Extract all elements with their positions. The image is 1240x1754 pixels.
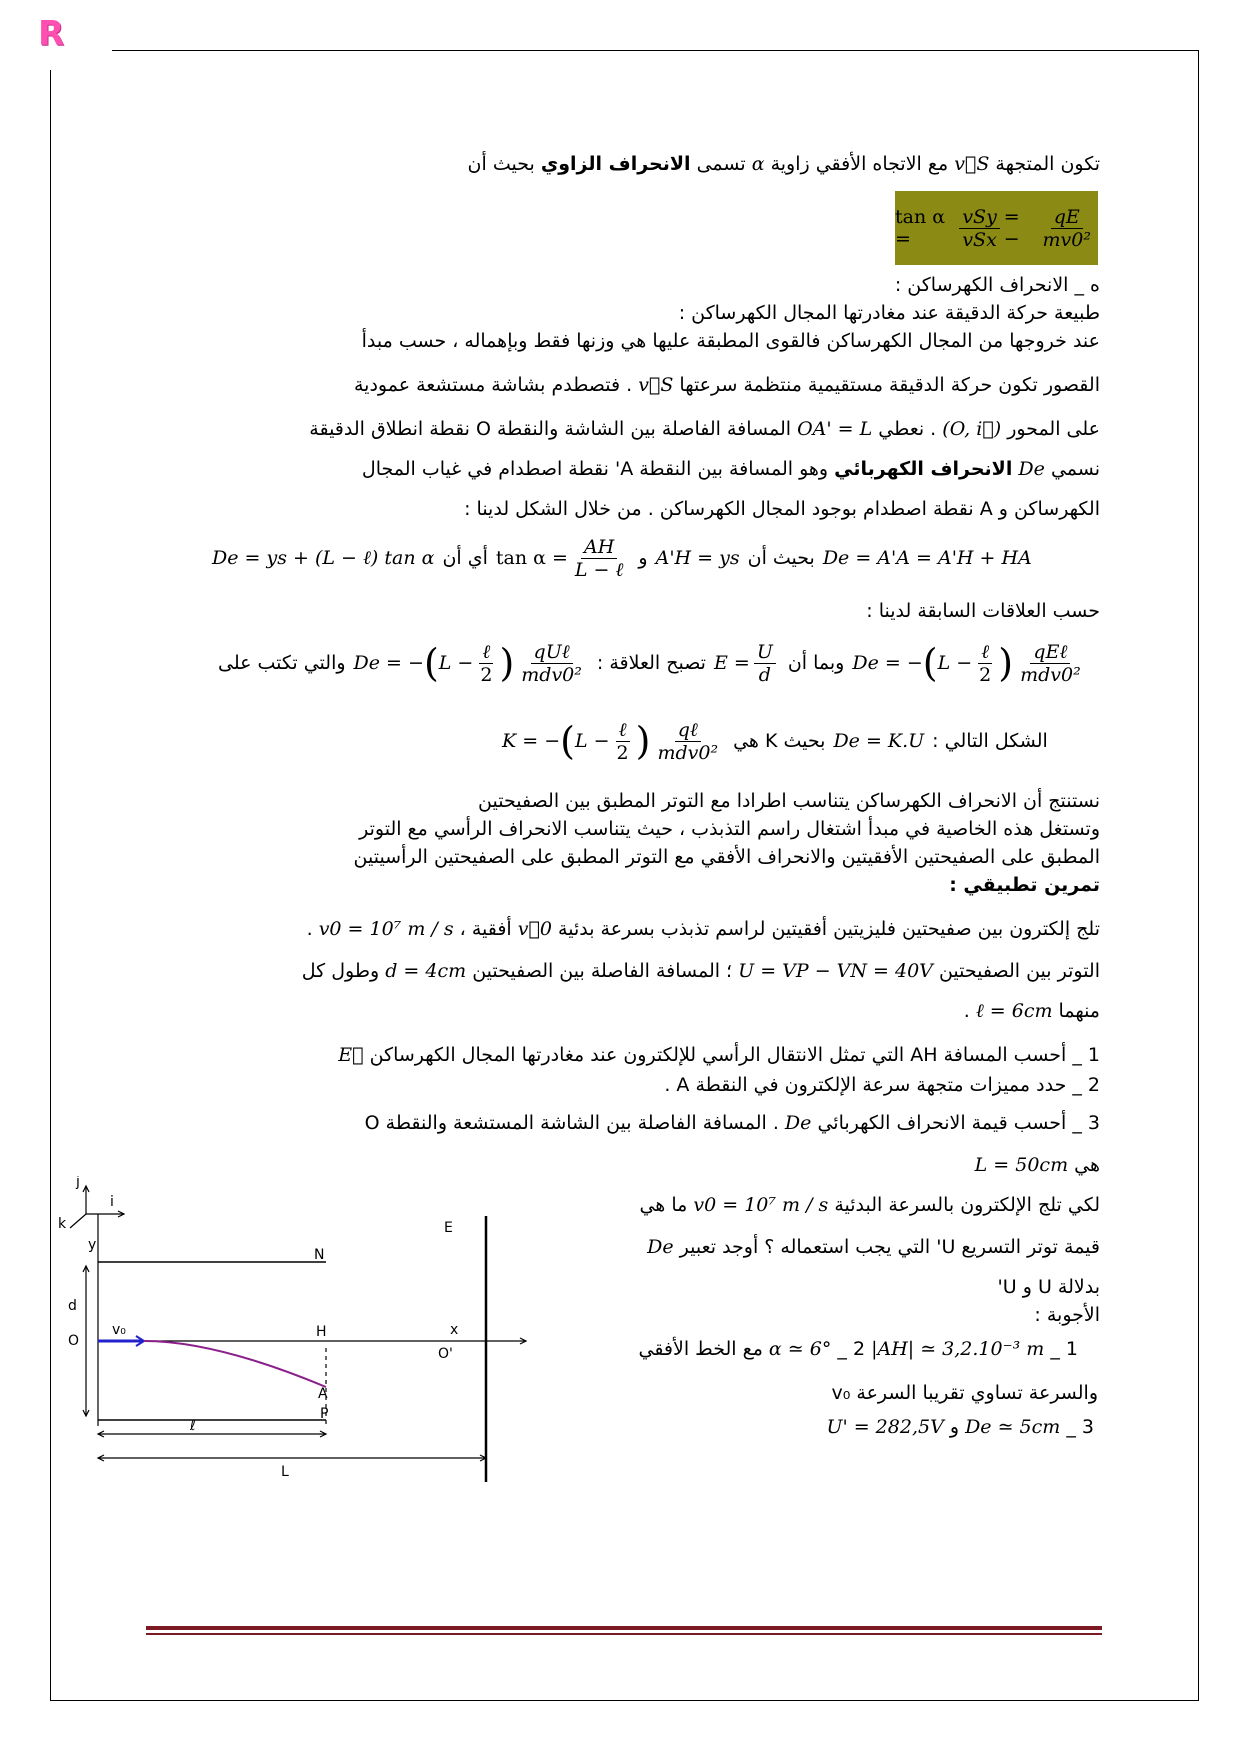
electron-trajectory — [144, 1341, 326, 1387]
section-heading: ه _ الانحراف الكهرساكن : — [894, 274, 1100, 296]
oscilloscope-deflection-diagram — [56, 1176, 556, 1496]
label-i: i — [110, 1194, 114, 1210]
label-l: ℓ — [190, 1418, 196, 1434]
text-line: هي L = 50cm — [974, 1154, 1100, 1176]
text-line: الكهرساكن و A نقطة اصطدام بوجود المجال الكهرساكن . من خلال الشكل لدينا : — [464, 498, 1100, 520]
sub-heading: طبيعة حركة الدقيقة عند مغادرتها المجال الكهرساكن : — [678, 302, 1100, 324]
text-line: منهما ℓ = 6cm . — [963, 1000, 1100, 1022]
text-line: لكي تلج الإلكترون بالسرعة البدئية v0 = 10⁷ m / s ما هي — [639, 1194, 1100, 1216]
tan-alpha-formula-box: tan α = $\frac{\text{vSy}}{\text{vSx}}$ = − $\frac{qE}{\text{mv0²}}$ — [895, 191, 1098, 265]
text-line: على المحور (O, i⃗) . نعطي OA' = L المسافة الفاصلة بين الشاشة والنقطة O نقطة انطلاق الدقيقة — [309, 418, 1100, 440]
label-h: H — [316, 1324, 327, 1340]
text-line-angle-deviation: تكون المتجهة v⃗S مع الاتجاه الأفقي زاوية α تسمى الانحراف الزاوي بحيث أن — [467, 153, 1100, 175]
label-p: P — [320, 1406, 329, 1422]
question-3: 3 _ أحسب قيمة الانحراف الكهربائي De . المسافة الفاصلة بين الشاشة المستشعة والنقطة O — [364, 1112, 1100, 1134]
frame-top-line — [112, 50, 1198, 51]
label-k: k — [58, 1216, 67, 1232]
text-line: قيمة توتر التسريع U' التي يجب استعماله ؟ أوجد تعبير De — [647, 1236, 1100, 1258]
logo-mark: R — [38, 14, 65, 54]
text-line: وتستغل هذه الخاصية في مبدأ اشتغال راسم التذبذب ، حيث يتناسب الانحراف الرأسي مع التوتر — [359, 818, 1100, 840]
text-line: نستنتج أن الانحراف الكهرساكن يتناسب اطرادا مع التوتر المطبق بين الصفيحتين — [478, 790, 1100, 812]
frame-bottom-line — [50, 1700, 1199, 1701]
equation-deviation-2: والتي تكتب على De = − ( L − $\frac{\text{ℓ}}{2}$ ) $\frac{\text{qUℓ}}{\text{mdv0²}}$ تصبح العلاقة : E = $\frac{U}{d}$ وبما أن De = − ( L − $\frac{\text{ℓ}}{2}$ ) $\frac{\text{qEℓ}}{\text{mdv0²}}$ — [218, 640, 1081, 686]
label-a: A — [318, 1386, 328, 1402]
footer-bar — [146, 1626, 1102, 1635]
text-line: حسب العلاقات السابقة لدينا : — [866, 600, 1100, 622]
text-line: نسمي De الانحراف الكهربائي وهو المسافة بين النقطة A' نقطة اصطدام في غياب المجال — [361, 458, 1100, 480]
answer-3: 3 _ De ≃ 5cm و U' = 282,5V — [826, 1416, 1094, 1438]
equation-k-constant: K = − ( L − $\frac{\text{ℓ}}{2}$ ) $\frac{\text{qℓ}}{\text{mdv0²}}$ بحيث K هي De = K.U الشكل التالي : — [502, 718, 1048, 764]
label-v0: v₀ — [112, 1322, 126, 1338]
equation-deviation-1: De = ys + (L − ℓ) tan α أي أن tan α = $\frac{AH}{\text{L − ℓ}}$ و A'H = ys بحيث أن De = A'A = A'H + HA — [212, 535, 1032, 581]
label-n: N — [314, 1247, 325, 1263]
label-big-l: L — [281, 1464, 289, 1480]
text-line: التوتر بين الصفيحتين U = VP − VN = 40V ؛ المسافة الفاصلة بين الصفيحتين d = 4cm وطول كل — [301, 960, 1100, 982]
label-o: O — [68, 1333, 80, 1349]
label-y: y — [88, 1237, 97, 1253]
label-o-prime: O' — [438, 1346, 453, 1362]
text-line: بدلالة U و U' — [997, 1276, 1100, 1298]
text-line: تلج إلكترون بين صفيحتين فليزيتين أفقيتين لراسم تذبذب بسرعة بدئية v⃗0 أفقية ، v0 = 10⁷ m / s . — [306, 918, 1100, 940]
label-d: d — [68, 1298, 77, 1314]
text-line: عند خروجها من المجال الكهرساكن فالقوى المطبقة عليها هي وزنها فقط وبإهماله ، حسب مبدأ — [361, 330, 1100, 352]
unit-vector-k-line — [70, 1214, 86, 1228]
frame-left-line — [50, 70, 51, 1700]
answer-1-2: 1 _ |AH| ≃ 3,2.10⁻³ m 2 _ α ≃ 6° مع الخط الأفقي — [638, 1338, 1078, 1360]
label-x: x — [450, 1322, 459, 1338]
text-line: المطبق على الصفيحتين الأفقيتين والانحراف الأفقي مع التوتر المطبق على الصفيحتين الرأسيتين — [353, 846, 1100, 868]
exercise-title: تمرين تطبيقي : — [949, 874, 1100, 896]
frame-right-line — [1198, 50, 1199, 1700]
question-1: 1 _ أحسب المسافة AH التي تمثل الانتقال الرأسي للإلكترون عند مغادرتها المجال الكهرساكن E⃗ — [338, 1044, 1100, 1066]
label-e: E — [444, 1220, 453, 1236]
question-2: 2 _ حدد مميزات متجهة سرعة الإلكترون في النقطة A . — [664, 1074, 1100, 1096]
answers-title: الأجوبة : — [1034, 1304, 1100, 1326]
label-j: j — [76, 1176, 80, 1190]
text-line: القصور تكون حركة الدقيقة مستقيمية منتظمة سرعتها v⃗S . فتصطدم بشاشة مستشعة عمودية — [353, 374, 1100, 396]
answer-2b: والسرعة تساوي تقريبا السرعة v₀ — [831, 1382, 1098, 1404]
